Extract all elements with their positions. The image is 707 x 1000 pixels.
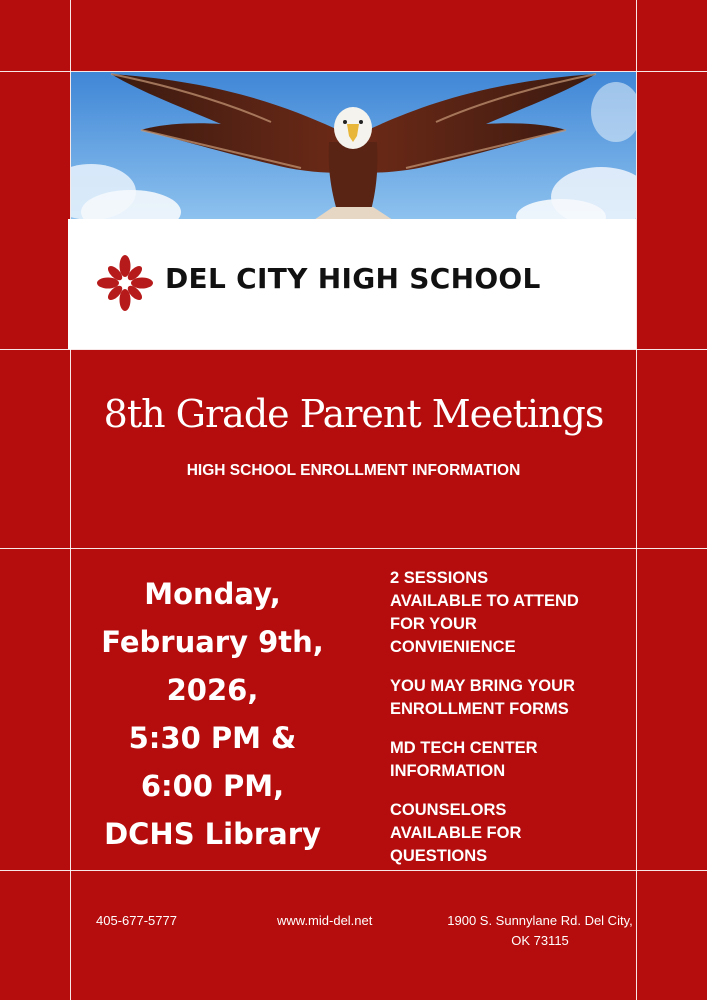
grid-line — [0, 349, 707, 350]
date-time-block — [80, 570, 345, 858]
info-list — [390, 567, 630, 884]
flower-logo-icon — [94, 252, 156, 319]
subtitle: HIGH SCHOOL ENROLLMENT INFORMATION — [186, 462, 521, 479]
eagle-icon — [71, 72, 636, 222]
list-item: MD TECH CENTER INFORMATION — [390, 739, 538, 780]
time-line: 6:00 PM, — [140, 769, 285, 803]
address: 1900 S. Sunnylane Rd. Del City, OK 73115 — [447, 913, 633, 948]
list-item: YOU MAY BRING YOUR ENROLLMENT FORMS — [390, 677, 575, 718]
grid-line — [0, 548, 707, 549]
location-line: DCHS Library — [104, 817, 321, 851]
page-title: 8th Grade Parent Meetings — [103, 392, 604, 436]
grid-line — [636, 0, 637, 1000]
school-name: DEL CITY HIGH SCHOOL — [165, 262, 541, 295]
phone-number: 405-677-5777 — [96, 913, 177, 928]
list-item: COUNSELORS AVAILABLE FOR QUESTIONS — [390, 801, 522, 865]
list-item: 2 SESSIONS AVAILABLE TO ATTEND FOR YOUR CONVIENIENCE — [390, 569, 579, 656]
website-link[interactable]: www.mid-del.net — [277, 913, 373, 928]
date-line: 2026, — [166, 673, 259, 707]
time-line: 5:30 PM & — [128, 721, 297, 755]
date-line: Monday, — [144, 577, 281, 611]
date-line: February 9th, — [101, 625, 324, 659]
